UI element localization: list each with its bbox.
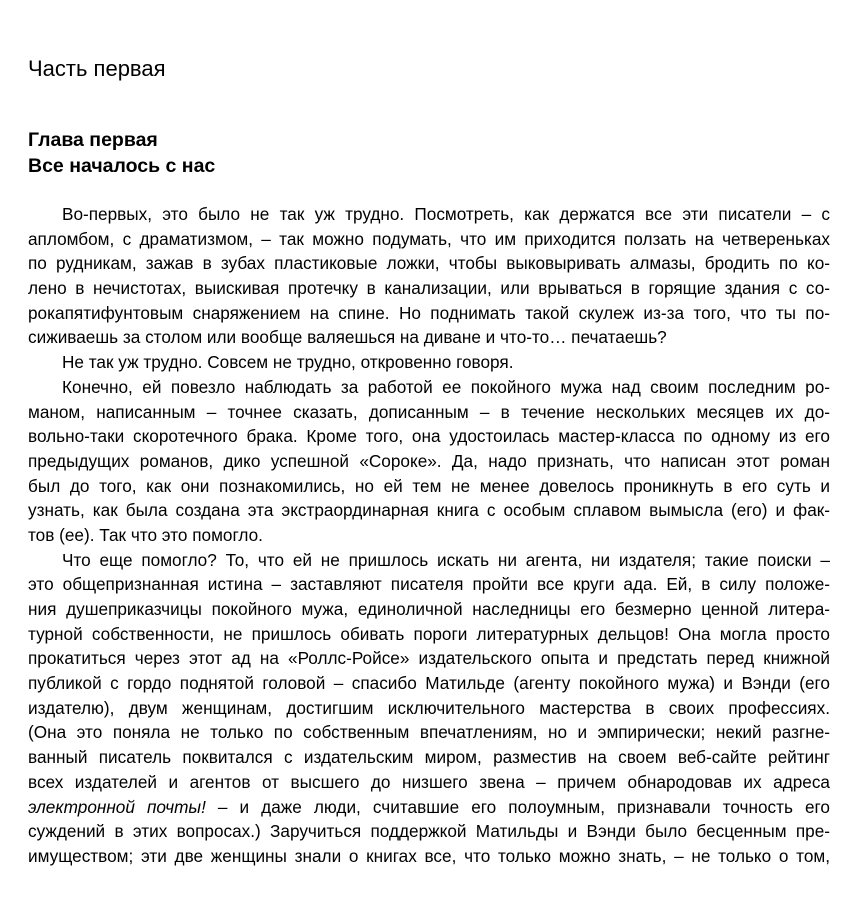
text-line: апломбом, с драматизмом, – так можно подумать, что им приходится ползать на четвереньках bbox=[28, 228, 830, 249]
chapter-heading bbox=[28, 127, 215, 179]
chapter-number: Глава первая bbox=[28, 129, 158, 151]
text-line: публикой с гордо поднятой головой – спасибо Матильде (агенту покойного мужа) и Вэнди (его bbox=[28, 673, 830, 694]
chapter-title: Все началось с нас bbox=[28, 155, 216, 177]
text-line: предыдущих романов, дико успешной «Сороке». Да, надо признать, что написан этот роман bbox=[28, 450, 830, 471]
text-line: турной собственности, не пришлось обивать пороги литературных дельцов! Она могла просто bbox=[28, 623, 830, 644]
text-line: ванный писатель поквитался с издательским миром, разместив на своем веб-сайте рейтинг bbox=[28, 747, 830, 768]
body-text bbox=[28, 202, 830, 869]
text-line: суждений в этих вопросах.) Заручиться поддержкой Матильды и Вэнди было бесценным пре- bbox=[28, 821, 830, 842]
text-line: Во-первых, это было не так уж трудно. Посмотреть, как держатся все эти писатели – с bbox=[62, 204, 830, 224]
emphasis-text: электронной почты! bbox=[28, 796, 206, 817]
text-line: лено в нечистотах, выискивая протечку в канализации, или врываться в горящие здания с со- bbox=[28, 278, 830, 299]
text-line: по рудникам, зажав в зубах пластиковые ложки, чтобы выковыривать алмазы, бродить по ко- bbox=[28, 253, 830, 274]
text-line: ния душеприказчицы покойного мужа, единоличной наследницы его безмерно ценной литера- bbox=[28, 599, 830, 619]
part-title: Часть первая bbox=[28, 56, 166, 81]
text-line: тов (ее). Так что это помогло. bbox=[28, 524, 263, 545]
text-line: всех издателей и агентов от высшего до низшего звена – причем обнародовав их адреса bbox=[28, 771, 830, 792]
text-line bbox=[28, 795, 830, 820]
text-line: имуществом; эти две женщины знали о книгах все, что только можно знать, – не только о том, bbox=[28, 845, 830, 866]
text-line: вольно-таки скоротечного брака. Кроме того, она удостоилась мастер-класса по одному из его bbox=[28, 426, 830, 447]
text-line: Конечно, ей повезло наблюдать за работой ее покойного мужа над своим последним ро- bbox=[62, 376, 830, 397]
text-line: прокатиться через этот ад на «Роллс-Ройсе» издательского опыта и предстать перед книжной bbox=[28, 648, 830, 669]
text-line: это общепризнанная истина – заставляют писателя пройти все круги ада. Ей, в силу положе- bbox=[28, 574, 830, 595]
text-line: узнать, как была создана эта экстраординарная книга с особым сплавом вымысла (его) и фак- bbox=[28, 500, 830, 521]
text-line: сиживаешь за столом или вообще валяешься на диване и что-то… печатаешь? bbox=[28, 327, 667, 348]
text-line: маном, написанным – точнее сказать, дописанным – в течение нескольких месяцев их до- bbox=[28, 401, 830, 422]
text-line: (Она это поняла не только по собственным впечатлениям, но и эмпирически; некий разгне- bbox=[28, 722, 830, 743]
text-line: рокапятифунтовым снаряжением на спине. Но поднимать такой скулеж из-за того, что ты по- bbox=[28, 302, 830, 323]
text-line: Что еще помогло? То, что ей не пришлось искать ни агента, ни издателя; такие поиски – bbox=[62, 549, 830, 570]
text-line: Не так уж трудно. Совсем не трудно, откровенно говоря. bbox=[62, 352, 514, 373]
text-line: был до того, как они познакомились, но ей тем не менее довелось проникнуть в его суть и bbox=[28, 475, 830, 496]
line-text: – и даже люди, считавшие его полоумным, признавали точность его bbox=[205, 796, 830, 817]
text-line: издателю), двум женщинам, достигшим исключительного мастерства в своих профессиях. bbox=[28, 697, 830, 718]
